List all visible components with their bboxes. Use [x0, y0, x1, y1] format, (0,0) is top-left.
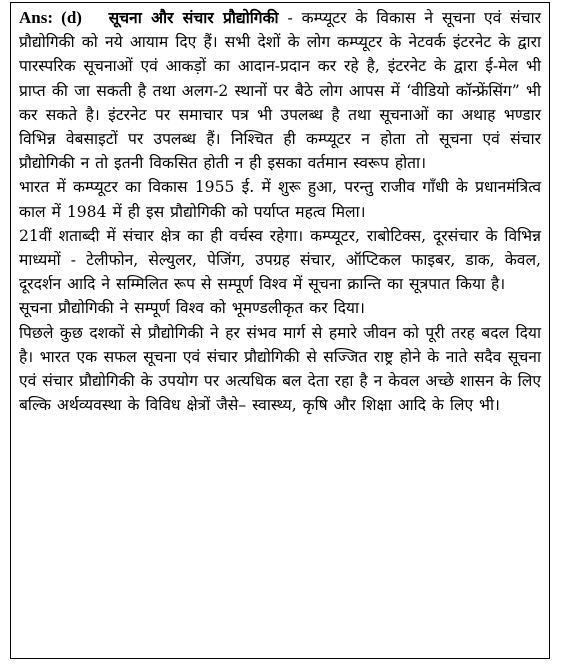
answer-heading: सूचना और संचार प्रौद्योगिकी	[108, 8, 279, 27]
intro-text: - कम्प्यूटर के विकास ने सूचना एवं संचार प्रौद्योगिकी को नये आयाम दिए हैं। सभी देशों के लोग कम्प्यूटर के नेटवर्क इंटरनेट के द्वारा पारस्परिक सूचनाओं एवं आकड़ों का आदान-प्रदान कर रहे है, इंटरनेट के द्वारा ई-मेल भी प्राप्त की जा सकती है तथा अलग-2 स्थानों पर बैठे लोग आपस में ‘वीडियो कॉन्फ्रेंसिंग” भी कर सकते है। इंटरनेट पर समाचार पत्र भी उपलब्ध है तथा सूचनाओं का अथाह भण्डार विभिन्न वेबसाइटों पर उपलब्ध हैं। निश्चित ही कम्प्यूटर न होता तो सूचना एवं संचार प्रौद्योगिकी न तो इतनी विकसित होती न ही इसका वर्तमान स्वरूप होता।	[19, 9, 541, 173]
paragraph-technology-change: पिछले कुछ दशकों से प्रौद्योगिकी ने हर संभव मार्ग से हमारे जीवन को पूरी तरह बदल दिया है। भारत एक सफल सूचना एवं संचार प्रौद्योगिकी से सज्जित राष्ट्र होने के नाते सदैव सूचना एवं संचार प्रौद्योगिकी के उपयोग पर अत्यधिक बल देता रहा है न केवल अच्छे शासन के लिए बल्कि अर्थव्यवस्था के विविध क्षेत्रों जैसे– स्वास्थ्य, कृषि और शिक्षा आदि के लिए भी।	[19, 323, 541, 415]
answer-box	[10, 2, 550, 659]
paragraph-21st-century: 21वीं शताब्दी में संचार क्षेत्र का ही वर्चस्व रहेगा। कम्प्यूटर, राबोटिक्स, दूरसंचार के विभिन्न माध्यमों - टेलीफोन, सेल्युलर, पेजिंग, उपग्रह संचार, ऑप्टिकल फाइबर, डाक, केवल, दूरदर्शन आदि ने सम्मिलित रूप से सम्पूर्ण विश्व में सूचना क्रान्ति का सूत्रपात किया है।	[19, 226, 541, 294]
paragraph-globalisation: सूचना प्रौद्योगिकी ने सम्पूर्ण विश्व को भूमण्डलीकृत कर दिया।	[19, 299, 365, 318]
paragraph-computer-history: भारत में कम्प्यूटर का विकास 1955 ई. में शुरू हुआ, परन्तु राजीव गाँधी के प्रधानमंत्रित्व काल में 1984 में ही इस प्रौद्योगिकी को पर्याप्त महत्व मिला।	[19, 178, 541, 221]
intro-paragraph	[19, 6, 541, 175]
answer-label: Ans: (d)	[19, 8, 82, 27]
